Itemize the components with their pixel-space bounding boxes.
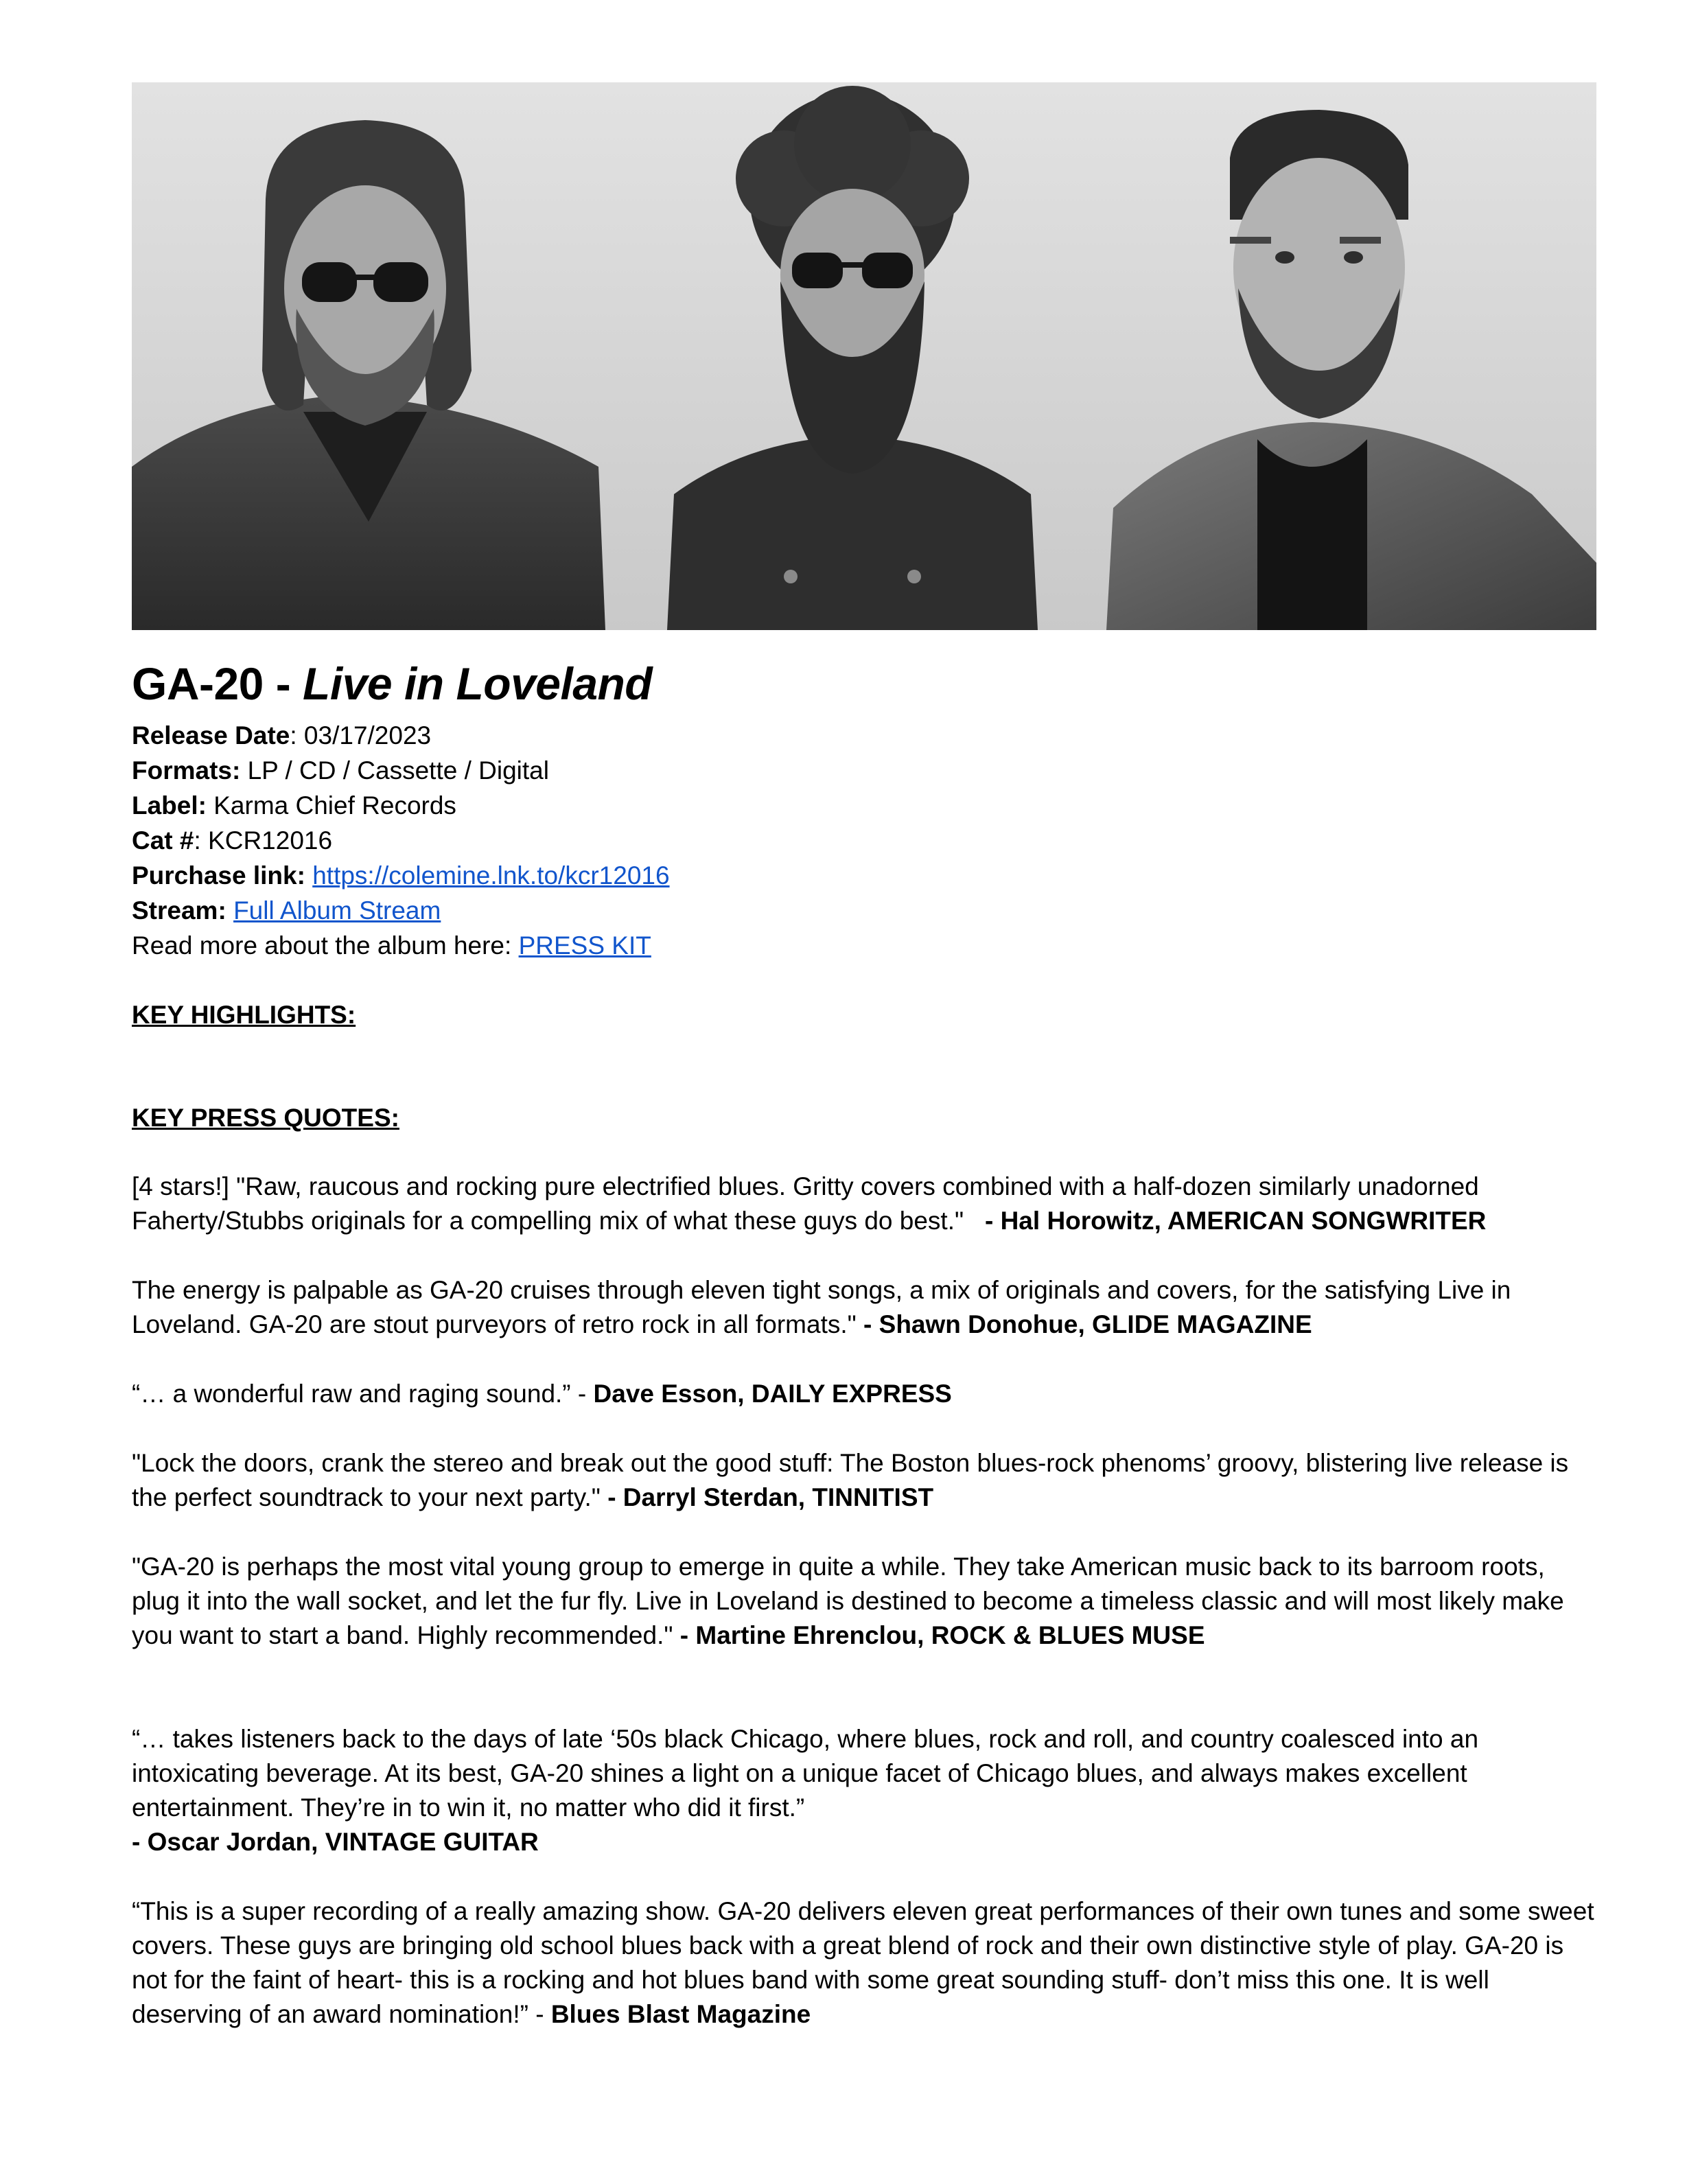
artist-name: GA-20 <box>132 658 264 709</box>
quote-text: "GA-20 is perhaps the most vital young group to emerge in quite a while. They take American music back to its barroom roots, plug it into the wall socket, and let the fur fly. Live in Loveland is destined to become a timeless classic and will most likely make you want to start a band. Highly recommended." <box>132 1553 1564 1649</box>
release-date-value: : 03/17/2023 <box>290 721 432 750</box>
purchase-label: Purchase link: <box>132 861 305 890</box>
quote-attribution: - Hal Horowitz, AMERICAN SONGWRITER <box>977 1207 1487 1235</box>
press-kit-link[interactable]: PRESS KIT <box>518 931 651 960</box>
purchase-row <box>132 858 1596 893</box>
release-date-row <box>132 718 1596 753</box>
quote-attribution: - Oscar Jordan, VINTAGE GUITAR <box>132 1828 539 1856</box>
stream-row <box>132 893 1596 928</box>
press-quote <box>132 1446 1596 1515</box>
release-metadata <box>132 718 1596 963</box>
formats-value: LP / CD / Cassette / Digital <box>240 756 549 785</box>
press-quote <box>132 1722 1596 1859</box>
quote-attribution: Blues Blast Magazine <box>550 2000 811 2028</box>
page-title <box>132 656 1596 711</box>
formats-label: Formats: <box>132 756 241 785</box>
title-separator: - <box>263 658 303 709</box>
label-value: Karma Chief Records <box>206 791 456 820</box>
quote-attribution: - Shawn Donohue, GLIDE MAGAZINE <box>863 1310 1312 1338</box>
stream-label: Stream: <box>132 896 226 925</box>
purchase-link[interactable]: https://colemine.lnk.to/kcr12016 <box>312 861 670 890</box>
label-label: Label: <box>132 791 207 820</box>
label-row <box>132 788 1596 823</box>
cat-row <box>132 823 1596 858</box>
stream-link[interactable]: Full Album Stream <box>233 896 441 925</box>
release-date-label: Release Date <box>132 721 290 750</box>
quote-text: “… a wonderful raw and raging sound.” - <box>132 1380 594 1408</box>
press-release-page <box>132 82 1601 2032</box>
press-quote <box>132 1894 1601 2032</box>
press-quote <box>132 1273 1596 1342</box>
quote-attribution: - Martine Ehrenclou, ROCK & BLUES MUSE <box>679 1621 1205 1649</box>
key-highlights-heading: KEY HIGHLIGHTS: <box>132 1001 356 1029</box>
press-quote <box>132 1550 1596 1653</box>
quote-text: "Lock the doors, crank the stereo and break out the good stuff: The Boston blues-rock phenoms’ groovy, blistering live release is the perfect soundtrack to your next party." <box>132 1449 1569 1511</box>
press-quote <box>132 1170 1596 1238</box>
quote-text: The energy is palpable as GA-20 cruises through eleven tight songs, a mix of originals and covers, for the satisfying Live in Loveland. GA-20 are stout purveyors of retro rock in all formats." <box>132 1276 1511 1338</box>
band-photo <box>132 82 1596 630</box>
quote-text: “This is a super recording of a really amazing show. GA-20 delivers eleven great performances of their own tunes and some sweet covers. These guys are bringing old school blues back with a great blend of rock and their own distinctive style of play. GA-20 is not for the faint of heart- this is a rocking and hot blues band with some great sounding stuff- don’t miss this one. It is well deserving of an award nomination!” - <box>132 1897 1601 2028</box>
quote-text: “… takes listeners back to the days of late ‘50s black Chicago, where blues, rock and roll, and country coalesced into an intoxicating beverage. At its best, GA-20 shines a light on a unique facet of Chicago blues, and always makes excellent entertainment. They’re in to win it, no matter who did it first.” <box>132 1725 1479 1822</box>
readmore-row <box>132 928 1596 963</box>
quote-attribution: Dave Esson, DAILY EXPRESS <box>593 1380 952 1408</box>
quote-text: [4 stars!] "Raw, raucous and rocking pure electrified blues. Gritty covers combined with a half-dozen similarly unadorned Faherty/Stubbs originals for a compelling mix of what these guys do best." <box>132 1172 1487 1235</box>
cat-label: Cat # <box>132 826 194 855</box>
formats-row <box>132 753 1596 788</box>
album-title: Live in Loveland <box>303 658 653 709</box>
key-press-quotes-heading: KEY PRESS QUOTES: <box>132 1104 399 1132</box>
cat-value: : KCR12016 <box>194 826 333 855</box>
readmore-text: Read more about the album here: <box>132 931 519 960</box>
press-quote <box>132 1377 1596 1411</box>
quote-attribution: - Darryl Sterdan, TINNITIST <box>607 1483 934 1511</box>
